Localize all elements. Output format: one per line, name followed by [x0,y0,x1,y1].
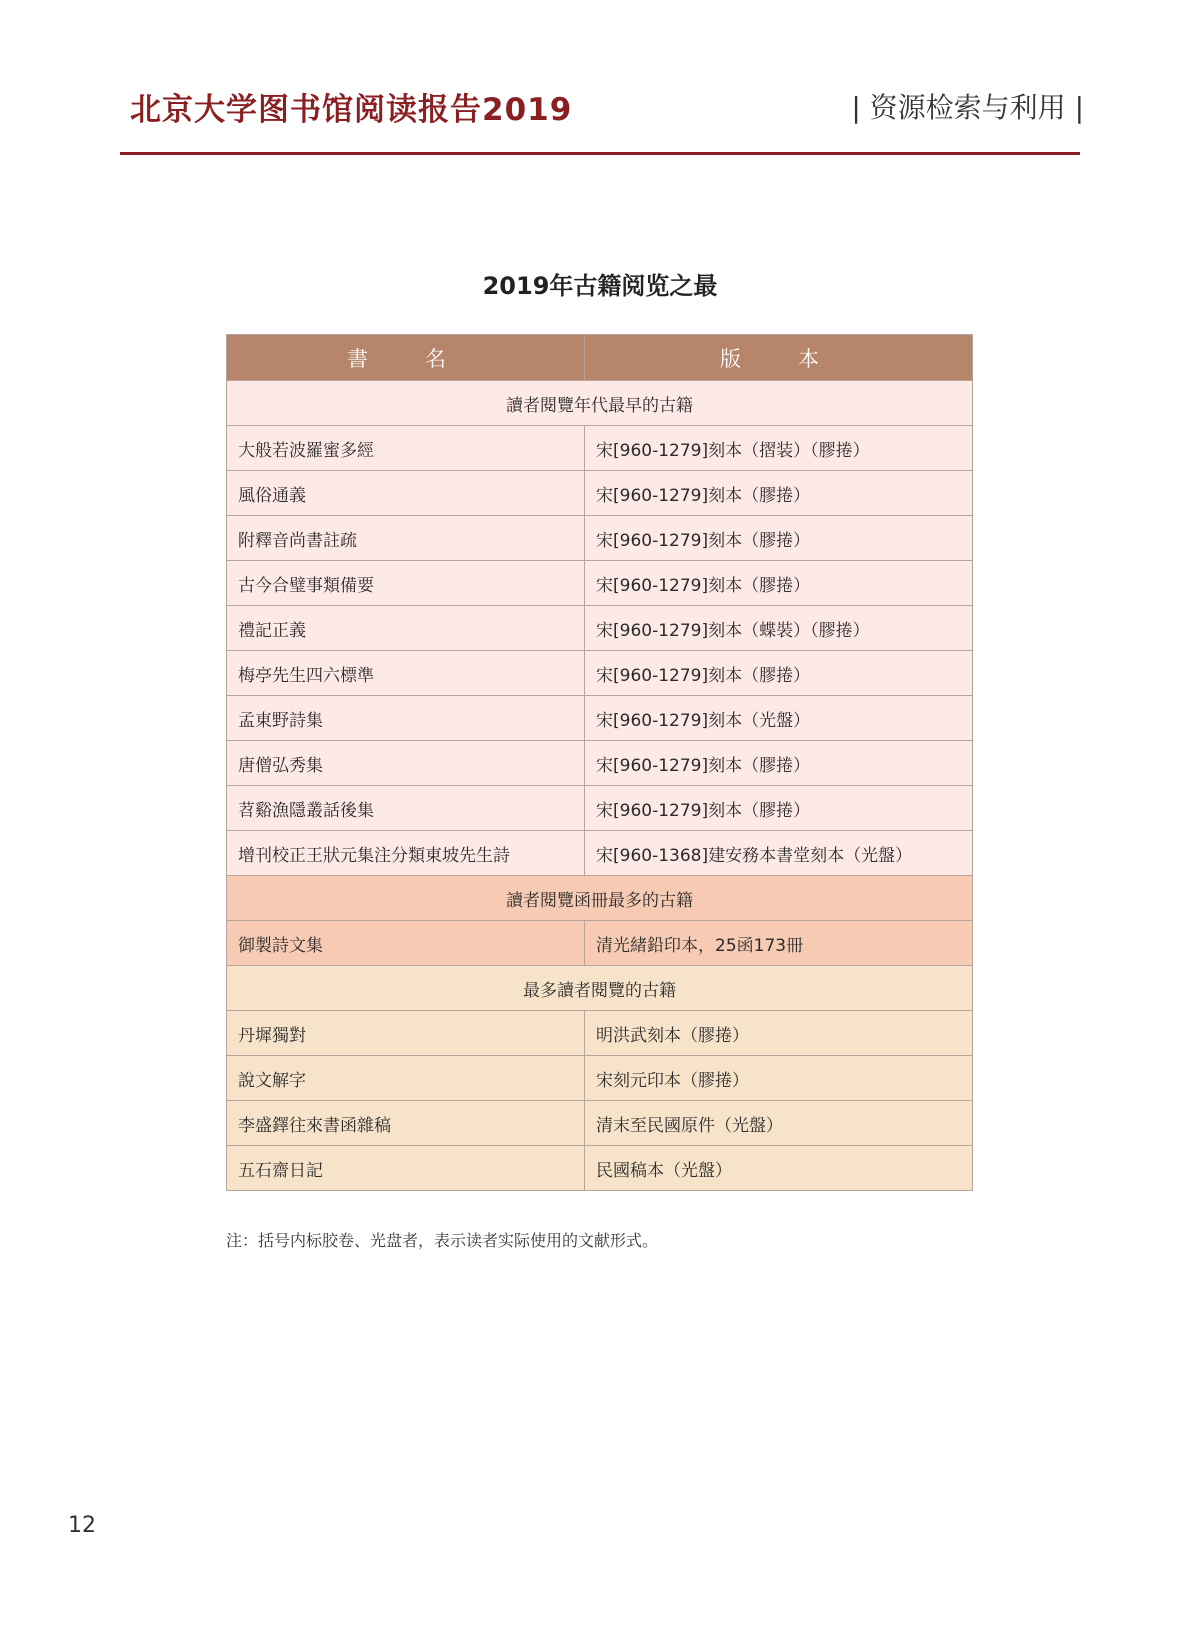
book-edition: 宋[960-1279]刻本（蝶裝）（膠捲） [585,606,973,651]
table-row [227,471,973,516]
book-name: 丹墀獨對 [227,1011,585,1056]
table-title: 2019年古籍阅览之最 [482,272,718,300]
table-row [227,651,973,696]
header-divider [120,152,1080,155]
book-edition: 宋[960-1279]刻本（摺装）（膠捲） [585,426,973,471]
table-row [227,741,973,786]
book-name: 大般若波羅蜜多經 [227,426,585,471]
book-edition: 清光緒鉛印本，25函173冊 [585,921,973,966]
section-heading: 讀者閱覽年代最早的古籍 [227,381,973,426]
section-heading: 最多讀者閱覽的古籍 [227,966,973,1011]
book-name: 古今合璧事類備要 [227,561,585,606]
book-name: 苕谿漁隱叢話後集 [227,786,585,831]
book-edition: 宋[960-1279]刻本（膠捲） [585,651,973,696]
column-header-name: 書 名 [227,335,585,381]
book-name: 御製詩文集 [227,921,585,966]
table-row [227,696,973,741]
table-row [227,1056,973,1101]
table-row [227,1011,973,1056]
book-edition: 宋刻元印本（膠捲） [585,1056,973,1101]
section-row [227,876,973,921]
book-name: 梅亭先生四六標準 [227,651,585,696]
table-row [227,786,973,831]
section-label: | 资源检索与利用 | [851,91,1084,124]
table-row [227,516,973,561]
ancient-books-table [226,334,973,1191]
report-title: 北京大学图书馆阅读报告2019 [130,92,573,128]
book-edition: 宋[960-1279]刻本（膠捲） [585,516,973,561]
table-header-row [227,335,973,381]
table-row [227,426,973,471]
section-row [227,966,973,1011]
book-edition: 宋[960-1279]刻本（膠捲） [585,561,973,606]
book-name: 唐僧弘秀集 [227,741,585,786]
book-edition: 清末至民國原件（光盤） [585,1101,973,1146]
book-name: 禮記正義 [227,606,585,651]
book-name: 增刊校正王狀元集注分類東坡先生詩 [227,831,585,876]
book-edition: 宋[960-1368]建安務本書堂刻本（光盤） [585,831,973,876]
book-edition: 宋[960-1279]刻本（膠捲） [585,471,973,516]
book-name: 孟東野詩集 [227,696,585,741]
section-heading: 讀者閱覽函冊最多的古籍 [227,876,973,921]
book-edition: 明洪武刻本（膠捲） [585,1011,973,1056]
table-row [227,831,973,876]
book-edition: 宋[960-1279]刻本（膠捲） [585,786,973,831]
book-name: 五石齋日記 [227,1146,585,1191]
table-row [227,1146,973,1191]
table-row [227,606,973,651]
book-name: 附釋音尚書註疏 [227,516,585,561]
section-row [227,381,973,426]
table-row [227,1101,973,1146]
column-header-edition: 版 本 [585,335,973,381]
table-row [227,921,973,966]
book-name: 說文解字 [227,1056,585,1101]
book-edition: 民國稿本（光盤） [585,1146,973,1191]
book-edition: 宋[960-1279]刻本（膠捲） [585,741,973,786]
table-note: 注：括号内标胶卷、光盘者，表示读者实际使用的文献形式。 [226,1231,659,1250]
table-row [227,561,973,606]
page-number: 12 [68,1513,96,1538]
book-name: 李盛鐸往來書函雜稿 [227,1101,585,1146]
book-edition: 宋[960-1279]刻本（光盤） [585,696,973,741]
book-name: 風俗通義 [227,471,585,516]
